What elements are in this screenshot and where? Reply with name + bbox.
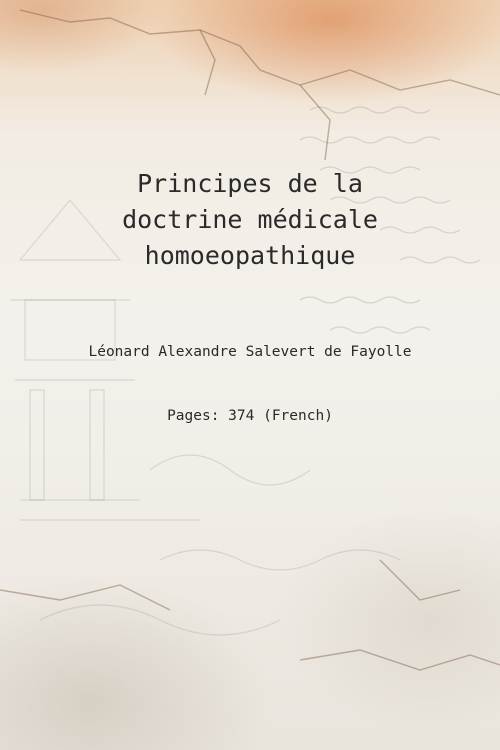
title-line-3: homoeopathique bbox=[144, 241, 356, 270]
book-author: Léonard Alexandre Salevert de Fayolle bbox=[88, 344, 412, 360]
title-line-2: doctrine médicale bbox=[122, 205, 378, 234]
book-title bbox=[0, 166, 500, 274]
page-count: Pages: 374 (French) bbox=[167, 408, 333, 424]
title-line-1: Principes de la bbox=[137, 169, 363, 198]
